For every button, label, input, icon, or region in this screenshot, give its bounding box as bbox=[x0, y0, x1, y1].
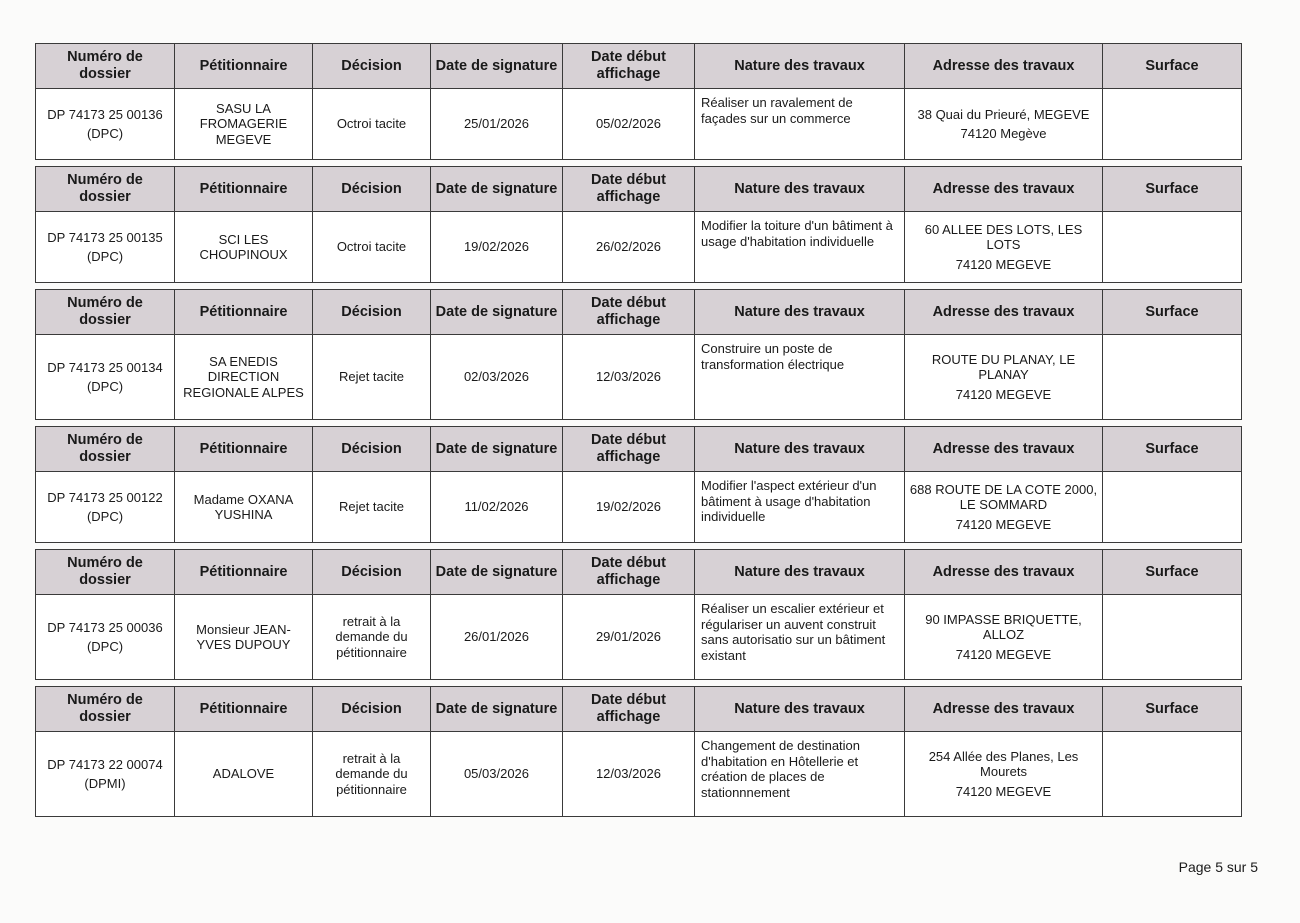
header-petitionnaire: Pétitionnaire bbox=[175, 44, 313, 89]
header-date-signature: Date de signature bbox=[431, 550, 563, 595]
address-street: 90 IMPASSE BRIQUETTE, ALLOZ bbox=[925, 611, 1082, 643]
cell-petitionnaire: Madame OXANA YUSHINA bbox=[175, 472, 313, 543]
header-adresse: Adresse des travaux bbox=[905, 290, 1103, 335]
table-row bbox=[36, 212, 1242, 283]
cell-date-affichage: 05/02/2026 bbox=[563, 89, 695, 160]
header-surface: Surface bbox=[1103, 44, 1242, 89]
address-street: 38 Quai du Prieuré, MEGEVE bbox=[917, 106, 1090, 122]
header-decision: Décision bbox=[313, 44, 431, 89]
header-surface: Surface bbox=[1103, 290, 1242, 335]
table-row bbox=[36, 472, 1242, 543]
header-adresse: Adresse des travaux bbox=[905, 687, 1103, 732]
header-row bbox=[36, 167, 1242, 212]
header-decision: Décision bbox=[313, 290, 431, 335]
cell-nature: Modifier la toiture d'un bâtiment à usage d'habitation individuelle bbox=[695, 212, 905, 283]
dossier-number: DP 74173 22 00074 bbox=[47, 757, 163, 772]
cell-numero bbox=[36, 595, 175, 680]
header-date-affichage: Date début affichage bbox=[563, 687, 695, 732]
permit-table-1 bbox=[35, 43, 1242, 160]
cell-adresse bbox=[905, 472, 1103, 543]
cell-date-affichage: 29/01/2026 bbox=[563, 595, 695, 680]
dossier-number: DP 74173 25 00134 bbox=[47, 360, 163, 375]
permit-table-2 bbox=[35, 166, 1242, 283]
dossier-type: (DPMI) bbox=[84, 775, 126, 791]
header-numero: Numéro de dossier bbox=[36, 427, 175, 472]
table-row bbox=[36, 595, 1242, 680]
header-numero: Numéro de dossier bbox=[36, 290, 175, 335]
header-petitionnaire: Pétitionnaire bbox=[175, 687, 313, 732]
cell-date-signature: 11/02/2026 bbox=[431, 472, 563, 543]
cell-surface bbox=[1103, 335, 1242, 420]
dossier-type: (DPC) bbox=[86, 125, 124, 141]
cell-adresse bbox=[905, 335, 1103, 420]
permit-table-5 bbox=[35, 549, 1242, 680]
cell-nature: Modifier l'aspect extérieur d'un bâtiment à usage d'habitation individuelle bbox=[695, 472, 905, 543]
header-decision: Décision bbox=[313, 550, 431, 595]
cell-date-affichage: 19/02/2026 bbox=[563, 472, 695, 543]
address-street: 60 ALLEE DES LOTS, LES LOTS bbox=[924, 221, 1083, 253]
cell-nature: Réaliser un ravalement de façades sur un commerce bbox=[695, 89, 905, 160]
cell-petitionnaire: Monsieur JEAN-YVES DUPOUY bbox=[175, 595, 313, 680]
cell-nature: Construire un poste de transformation électrique bbox=[695, 335, 905, 420]
header-surface: Surface bbox=[1103, 427, 1242, 472]
permit-table-3 bbox=[35, 289, 1242, 420]
address-city: 74120 Megève bbox=[960, 126, 1047, 141]
dossier-type: (DPC) bbox=[86, 508, 124, 524]
header-nature: Nature des travaux bbox=[695, 550, 905, 595]
header-nature: Nature des travaux bbox=[695, 687, 905, 732]
header-numero: Numéro de dossier bbox=[36, 44, 175, 89]
header-numero: Numéro de dossier bbox=[36, 687, 175, 732]
cell-surface bbox=[1103, 212, 1242, 283]
dossier-type: (DPC) bbox=[86, 248, 124, 264]
page-number: Page 5 sur 5 bbox=[1178, 859, 1258, 875]
header-nature: Nature des travaux bbox=[695, 427, 905, 472]
header-row bbox=[36, 427, 1242, 472]
header-date-affichage: Date début affichage bbox=[563, 44, 695, 89]
address-city: 74120 MEGEVE bbox=[955, 256, 1052, 272]
cell-decision: Octroi tacite bbox=[313, 89, 431, 160]
cell-petitionnaire: ADALOVE bbox=[175, 732, 313, 817]
header-decision: Décision bbox=[313, 427, 431, 472]
cell-date-signature: 25/01/2026 bbox=[431, 89, 563, 160]
address-street: ROUTE DU PLANAY, LE PLANAY bbox=[931, 351, 1076, 383]
cell-surface bbox=[1103, 89, 1242, 160]
header-adresse: Adresse des travaux bbox=[905, 550, 1103, 595]
header-date-signature: Date de signature bbox=[431, 427, 563, 472]
permit-list bbox=[35, 43, 1241, 823]
header-date-affichage: Date début affichage bbox=[563, 167, 695, 212]
header-date-signature: Date de signature bbox=[431, 167, 563, 212]
table-row bbox=[36, 89, 1242, 160]
cell-date-affichage: 26/02/2026 bbox=[563, 212, 695, 283]
cell-nature: Changement de destination d'habitation en Hôtellerie et création de places de stationnnement bbox=[695, 732, 905, 817]
header-date-signature: Date de signature bbox=[431, 290, 563, 335]
header-row bbox=[36, 290, 1242, 335]
dossier-number: DP 74173 25 00136 bbox=[47, 107, 163, 122]
header-nature: Nature des travaux bbox=[695, 44, 905, 89]
header-surface: Surface bbox=[1103, 550, 1242, 595]
permit-table-4 bbox=[35, 426, 1242, 543]
cell-decision: Rejet tacite bbox=[313, 335, 431, 420]
header-date-signature: Date de signature bbox=[431, 44, 563, 89]
header-surface: Surface bbox=[1103, 167, 1242, 212]
cell-adresse bbox=[905, 89, 1103, 160]
cell-numero bbox=[36, 212, 175, 283]
header-petitionnaire: Pétitionnaire bbox=[175, 550, 313, 595]
cell-numero bbox=[36, 472, 175, 543]
header-petitionnaire: Pétitionnaire bbox=[175, 290, 313, 335]
cell-surface bbox=[1103, 595, 1242, 680]
table-row bbox=[36, 335, 1242, 420]
address-city: 74120 MEGEVE bbox=[955, 783, 1052, 799]
cell-petitionnaire: SA ENEDIS DIRECTION REGIONALE ALPES bbox=[175, 335, 313, 420]
cell-numero bbox=[36, 89, 175, 160]
cell-adresse bbox=[905, 212, 1103, 283]
header-petitionnaire: Pétitionnaire bbox=[175, 167, 313, 212]
address-city: 74120 MEGEVE bbox=[955, 516, 1052, 532]
header-adresse: Adresse des travaux bbox=[905, 427, 1103, 472]
cell-date-signature: 26/01/2026 bbox=[431, 595, 563, 680]
cell-numero bbox=[36, 335, 175, 420]
header-row bbox=[36, 550, 1242, 595]
header-date-signature: Date de signature bbox=[431, 687, 563, 732]
header-nature: Nature des travaux bbox=[695, 290, 905, 335]
header-date-affichage: Date début affichage bbox=[563, 427, 695, 472]
header-row bbox=[36, 687, 1242, 732]
dossier-type: (DPC) bbox=[86, 638, 124, 654]
header-petitionnaire: Pétitionnaire bbox=[175, 427, 313, 472]
header-numero: Numéro de dossier bbox=[36, 167, 175, 212]
header-numero: Numéro de dossier bbox=[36, 550, 175, 595]
header-decision: Décision bbox=[313, 687, 431, 732]
header-adresse: Adresse des travaux bbox=[905, 44, 1103, 89]
table-row bbox=[36, 732, 1242, 817]
cell-petitionnaire: SCI LES CHOUPINOUX bbox=[175, 212, 313, 283]
cell-date-signature: 19/02/2026 bbox=[431, 212, 563, 283]
permit-table-6 bbox=[35, 686, 1242, 817]
header-surface: Surface bbox=[1103, 687, 1242, 732]
address-street: 254 Allée des Planes, Les Mourets bbox=[928, 748, 1079, 780]
cell-numero bbox=[36, 732, 175, 817]
cell-surface bbox=[1103, 472, 1242, 543]
address-city: 74120 MEGEVE bbox=[955, 646, 1052, 662]
cell-adresse bbox=[905, 595, 1103, 680]
cell-decision: retrait à la demande du pétitionnaire bbox=[313, 595, 431, 680]
cell-surface bbox=[1103, 732, 1242, 817]
header-nature: Nature des travaux bbox=[695, 167, 905, 212]
cell-date-signature: 05/03/2026 bbox=[431, 732, 563, 817]
header-date-affichage: Date début affichage bbox=[563, 550, 695, 595]
cell-decision: Rejet tacite bbox=[313, 472, 431, 543]
dossier-number: DP 74173 25 00135 bbox=[47, 230, 163, 245]
cell-date-affichage: 12/03/2026 bbox=[563, 335, 695, 420]
address-street: 688 ROUTE DE LA COTE 2000, LE SOMMARD bbox=[909, 481, 1098, 513]
dossier-number: DP 74173 25 00122 bbox=[47, 490, 163, 505]
cell-date-signature: 02/03/2026 bbox=[431, 335, 563, 420]
dossier-type: (DPC) bbox=[86, 378, 124, 394]
header-row bbox=[36, 44, 1242, 89]
address-city: 74120 MEGEVE bbox=[955, 386, 1052, 402]
header-decision: Décision bbox=[313, 167, 431, 212]
cell-decision: Octroi tacite bbox=[313, 212, 431, 283]
dossier-number: DP 74173 25 00036 bbox=[47, 620, 163, 635]
header-date-affichage: Date début affichage bbox=[563, 290, 695, 335]
header-adresse: Adresse des travaux bbox=[905, 167, 1103, 212]
cell-petitionnaire: SASU LA FROMAGERIE MEGEVE bbox=[175, 89, 313, 160]
cell-date-affichage: 12/03/2026 bbox=[563, 732, 695, 817]
cell-decision: retrait à la demande du pétitionnaire bbox=[313, 732, 431, 817]
cell-nature: Réaliser un escalier extérieur et régulariser un auvent construit sans autorisatio sur un bâtiment existant bbox=[695, 595, 905, 680]
cell-adresse bbox=[905, 732, 1103, 817]
